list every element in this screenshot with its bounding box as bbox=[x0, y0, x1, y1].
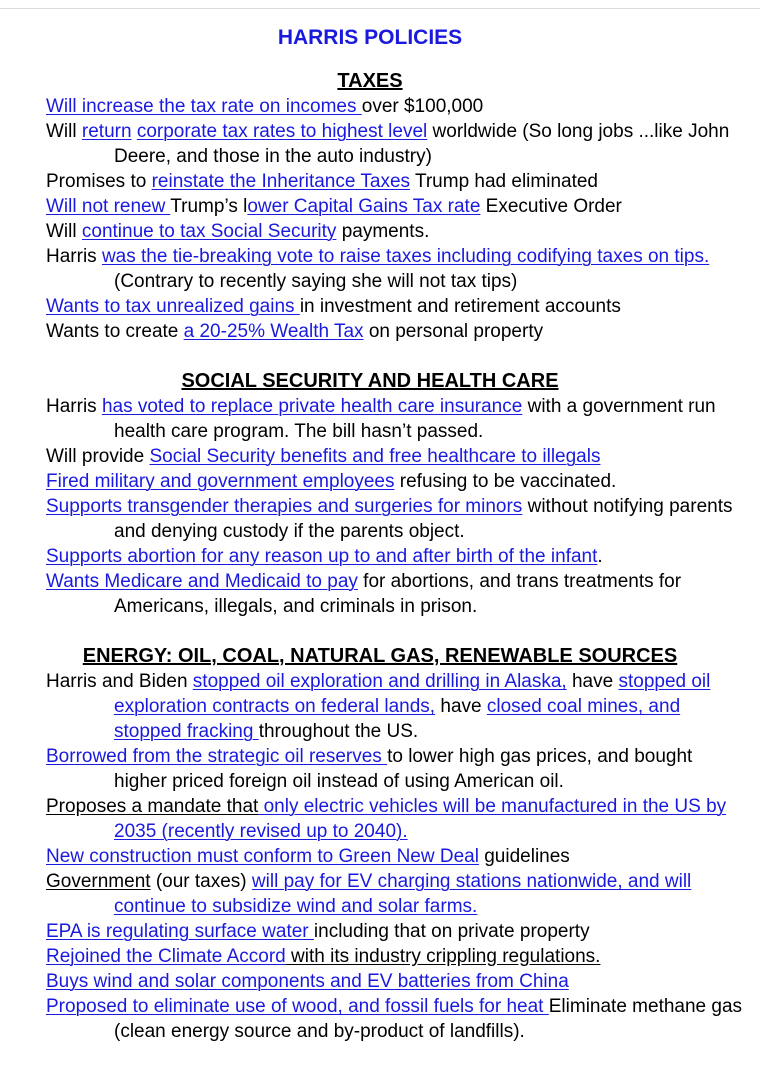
policy-text: with a government run health care program. The bill hasn’t passed. bbox=[114, 396, 716, 442]
policy-link[interactable]: Supports transgender therapies and surgeries for minors bbox=[46, 496, 523, 517]
policy-text: payments. bbox=[336, 221, 430, 242]
policy-text: (our taxes) bbox=[150, 871, 252, 892]
policy-link[interactable]: Will not renew bbox=[46, 196, 171, 217]
policy-link[interactable]: Wants Medicare and Medicaid to pay bbox=[46, 571, 358, 592]
section-heading: SOCIAL SECURITY AND HEALTH CARE bbox=[181, 370, 559, 392]
policy-link[interactable]: continue to tax Social Security bbox=[81, 221, 337, 242]
policy-item bbox=[46, 194, 746, 219]
sections-container bbox=[46, 69, 746, 1044]
policy-item bbox=[46, 294, 746, 319]
policy-text: Executive Order bbox=[480, 196, 622, 217]
policy-item bbox=[46, 219, 746, 244]
policy-link[interactable]: return bbox=[81, 121, 132, 142]
policy-item bbox=[46, 169, 746, 194]
policy-link[interactable]: Social Security benefits and free healthcare to illegals bbox=[149, 446, 601, 467]
policy-text: Harris bbox=[46, 246, 102, 267]
section-2 bbox=[46, 369, 746, 619]
policy-link[interactable]: Will increase the tax rate on incomes bbox=[46, 96, 362, 117]
policy-link[interactable]: will pay for EV charging stations nationwide, and will continue to subsidize wind and solar farms. bbox=[114, 871, 692, 917]
policy-text: in investment and retirement accounts bbox=[299, 296, 621, 317]
policy-text: guidelines bbox=[478, 846, 570, 867]
policy-text: Government bbox=[46, 871, 151, 892]
policy-item bbox=[46, 94, 746, 119]
policy-text: Eliminate methane gas (clean energy source and by-product of landfills). bbox=[114, 996, 743, 1042]
policy-text: have bbox=[566, 671, 619, 692]
policy-item bbox=[46, 319, 746, 344]
policy-link[interactable]: corporate tax rates to highest level bbox=[136, 121, 428, 142]
policy-link[interactable]: only electric vehicles will be manufactured in the US by 2035 (recently revised up to 2040). bbox=[114, 796, 727, 842]
policy-link[interactable]: Buys wind and solar components and EV batteries from China bbox=[46, 971, 569, 992]
policy-item bbox=[46, 669, 746, 744]
policy-link[interactable]: was the tie-breaking vote to raise taxes including codifying taxes on tips. bbox=[101, 246, 710, 267]
section-heading: ENERGY: OIL, COAL, NATURAL GAS, RENEWABLE SOURCES bbox=[82, 645, 678, 667]
policy-text: have bbox=[435, 696, 487, 717]
policy-text: refusing to be vaccinated. bbox=[394, 471, 617, 492]
page-title: HARRIS POLICIES bbox=[277, 26, 463, 49]
policy-text: Harris bbox=[46, 396, 102, 417]
policy-text: without notifying parents and denying custody if the parents object. bbox=[114, 496, 733, 542]
policy-link[interactable]: Fired military and government employees bbox=[46, 471, 395, 492]
policy-text: Will provide bbox=[46, 446, 150, 467]
policy-link[interactable]: Wants to tax unrealized gains bbox=[46, 296, 300, 317]
policy-text: Trump’s l bbox=[170, 196, 248, 217]
policy-item bbox=[46, 919, 746, 944]
policy-item bbox=[46, 969, 746, 994]
policy-text: for abortions, and trans treatments for Americans, illegals, and criminals in prison. bbox=[114, 571, 682, 617]
policy-text: Will bbox=[46, 121, 82, 142]
policy-text: Proposes a mandate that bbox=[46, 796, 259, 817]
policy-link[interactable]: reinstate the Inheritance Taxes bbox=[151, 171, 411, 192]
policy-link[interactable]: stopped oil exploration and drilling in Alaska, bbox=[192, 671, 567, 692]
policy-link[interactable]: New construction must conform to Green New Deal bbox=[46, 846, 479, 867]
section-heading: TAXES bbox=[337, 70, 403, 92]
policy-item bbox=[46, 444, 746, 469]
policy-item bbox=[46, 569, 746, 619]
policy-item bbox=[46, 744, 746, 794]
policy-item bbox=[46, 494, 746, 544]
policy-text: Will bbox=[46, 221, 82, 242]
policy-text: Harris and Biden bbox=[46, 671, 193, 692]
policy-link[interactable]: Borrowed from the strategic oil reserves bbox=[46, 746, 388, 767]
policy-link[interactable]: stopped oil exploration contracts on federal lands, bbox=[114, 671, 711, 717]
policy-text: Wants to create bbox=[46, 321, 184, 342]
policy-text: with its industry crippling regulations. bbox=[285, 946, 601, 967]
policy-item bbox=[46, 119, 746, 169]
policy-item bbox=[46, 944, 746, 969]
policy-text: to lower high gas prices, and bought higher priced foreign oil instead of using American oil. bbox=[114, 746, 693, 792]
policy-item bbox=[46, 244, 746, 294]
section-3 bbox=[46, 644, 746, 1044]
document bbox=[46, 24, 746, 1044]
policy-link[interactable]: ower Capital Gains Tax rate bbox=[247, 196, 481, 217]
top-border bbox=[0, 8, 760, 9]
policy-item bbox=[46, 794, 746, 844]
policy-item bbox=[46, 544, 746, 569]
policy-item bbox=[46, 994, 746, 1044]
policy-text: throughout the US. bbox=[258, 721, 419, 742]
policy-text: over $100,000 bbox=[361, 96, 484, 117]
policy-link[interactable]: has voted to replace private health care insurance bbox=[101, 396, 523, 417]
policy-link[interactable]: Proposed to eliminate use of wood, and fossil fuels for heat bbox=[46, 996, 549, 1017]
policy-text: including that on private property bbox=[313, 921, 590, 942]
policy-text: Trump had eliminated bbox=[410, 171, 599, 192]
policy-text: Promises to bbox=[46, 171, 152, 192]
policy-item bbox=[46, 469, 746, 494]
policy-link[interactable]: EPA is regulating surface water bbox=[46, 921, 314, 942]
policy-item bbox=[46, 394, 746, 444]
policy-text: (Contrary to recently saying she will not tax tips) bbox=[114, 271, 518, 292]
policy-link[interactable]: Supports abortion for any reason up to and after birth of the infant bbox=[46, 546, 598, 567]
policy-text: on personal property bbox=[363, 321, 544, 342]
policy-text: . bbox=[597, 546, 603, 567]
policy-link[interactable]: a 20-25% Wealth Tax bbox=[183, 321, 364, 342]
policy-item bbox=[46, 844, 746, 869]
policy-text: worldwide (So long jobs ...like John Deere, and those in the auto industry) bbox=[114, 121, 730, 167]
policy-link[interactable]: Rejoined the Climate Accord bbox=[46, 946, 286, 967]
section-1 bbox=[46, 69, 746, 344]
policy-link[interactable]: closed coal mines, and stopped fracking bbox=[114, 696, 681, 742]
policy-item bbox=[46, 869, 746, 919]
